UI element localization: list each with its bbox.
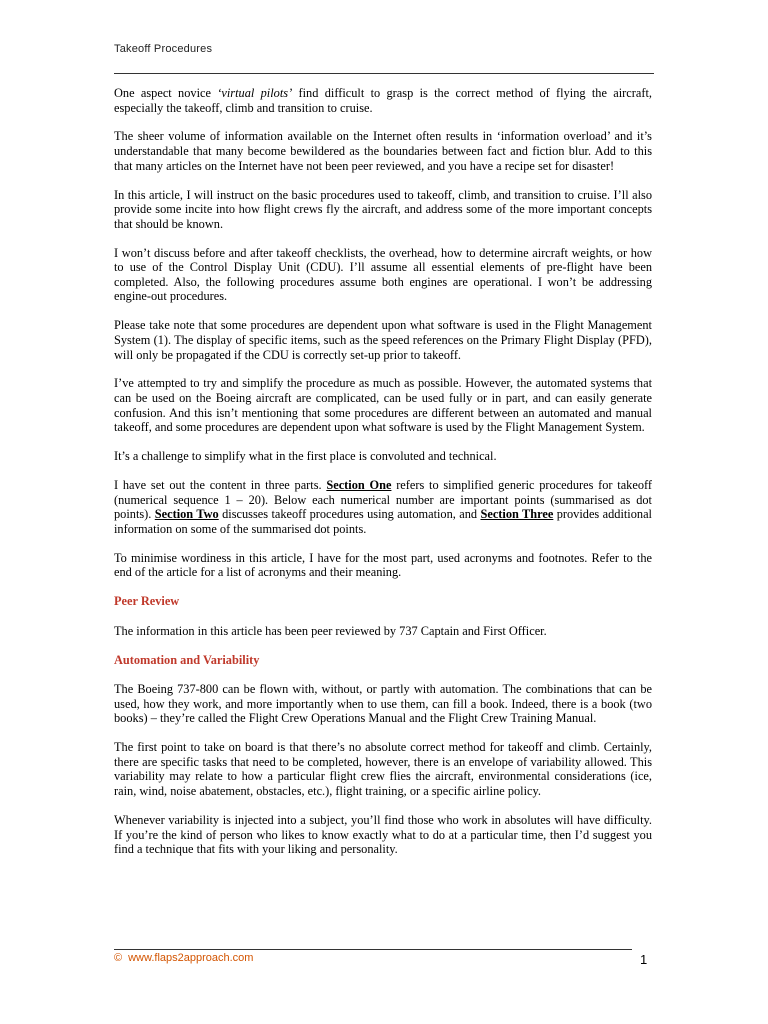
section-two-reference: Section Two <box>154 507 219 522</box>
paragraph-information-overload: The sheer volume of information available on the Internet often results in ‘information overload’ and it’s understandable that many become bewildered as the boundaries between fact and fiction blur. Add to this that many articles on the Internet have not been peer reviewed, and you have a recipe set for disaster! <box>114 129 652 173</box>
header-rule <box>114 73 654 74</box>
section-three-reference: Section Three <box>480 507 554 522</box>
paragraph-structure <box>114 478 652 536</box>
footer-website-link[interactable]: www.flaps2approach.com <box>128 952 254 964</box>
paragraph-simplification: I’ve attempted to try and simplify the procedure as much as possible. However, the automated systems that can be used on the Boeing aircraft are complicated, can be used fully or in part, and can easily generate confusion. And this isn’t mentioning that some procedures are different between an automated and manual takeoff, and some procedures are dependent upon what software is used by the Flight Management System. <box>114 376 652 435</box>
paragraph-peer-review: The information in this article has been peer reviewed by 737 Captain and First Officer. <box>114 623 547 638</box>
structure-text-a: I have set out the content in three parts. <box>114 477 327 492</box>
heading-peer-review: Peer Review <box>114 594 180 609</box>
page-number: 1 <box>640 952 648 967</box>
paragraph-article-scope: In this article, I will instruct on the basic procedures used to takeoff, climb, and transition to cruise. I’ll also provide some incite into how flight crews fly the aircraft, and address some of the more important concepts that should be known. <box>114 187 652 231</box>
paragraph-acronyms: To minimise wordiness in this article, I have for the most part, used acronyms and footnotes. Refer to the end of the article for a list of acronyms and their meaning. <box>114 550 652 580</box>
footer-rule <box>114 949 632 950</box>
heading-automation-variability: Automation and Variability <box>114 652 260 667</box>
structure-text-b: refers to simplified generic procedures for takeoff (numerical sequence 1 – 20). Below each numerical number are important points (summarised as dot points). <box>114 477 652 522</box>
paragraph-challenge: It’s a challenge to simplify what in the first place is convoluted and technical. <box>114 449 497 464</box>
paragraph-exclusions: I won’t discuss before and after takeoff checklists, the overhead, how to determine aircraft weights, or how to use of the Control Display Unit (CDU). I’ll assume all essential elements of pre-flight have been completed. Also, the following procedures assume both engines are operational. I won’t be addressing engine-out procedures. <box>114 245 652 304</box>
paragraph-software-note: Please take note that some procedures are dependent upon what software is used in the Flight Management System (1). The display of specific items, such as the speed references on the Primary Flight Display (PFD), will only be propagated if the CDU is correctly set-up prior to takeoff. <box>114 318 652 362</box>
paragraph-automation: The Boeing 737-800 can be flown with, without, or partly with automation. The combinations that can be used, how they work, and more importantly when to use them, can fill a book. Indeed, there is a book (two books) – they’re called the Flight Crew Operations Manual and the Flight Crew Training Manual. <box>114 682 652 726</box>
copyright-icon: © <box>114 952 123 964</box>
paragraph-intro <box>114 86 652 115</box>
structure-text-d: provides additional information on some of the summarised dot points. <box>114 507 652 536</box>
footer-website[interactable] <box>114 952 253 964</box>
intro-emphasis: ‘virtual pilots’ <box>217 86 293 100</box>
running-header: Takeoff Procedures <box>114 43 213 55</box>
paragraph-absolutes: Whenever variability is injected into a subject, you’ll find those who work in absolutes will have difficulty. If you’re the kind of person who likes to know exactly what to do at a particular time, then I’d suggest you find a technique that fits with your liking and personality. <box>114 812 652 857</box>
intro-text-start: One aspect novice <box>114 86 218 100</box>
paragraph-variability: The first point to take on board is that there’s no absolute correct method for takeoff and climb. Certainly, there are specific tasks that need to be completed, however, there is an envelope of variability allowed. This variability may relate to how a particular flight crew flies the aircraft, environmental considerations (ice, rain, wind, noise abatement, obstacles, etc.), flight training, or a specific airline policy. <box>114 740 652 799</box>
section-one-reference: Section One <box>326 477 392 492</box>
intro-text-end: find difficult to grasp is the correct method of flying the aircraft, especially the takeoff, climb and transition to cruise. <box>114 86 652 115</box>
article-body <box>114 86 652 857</box>
structure-text-c: discusses takeoff procedures using automation, and <box>218 507 481 522</box>
